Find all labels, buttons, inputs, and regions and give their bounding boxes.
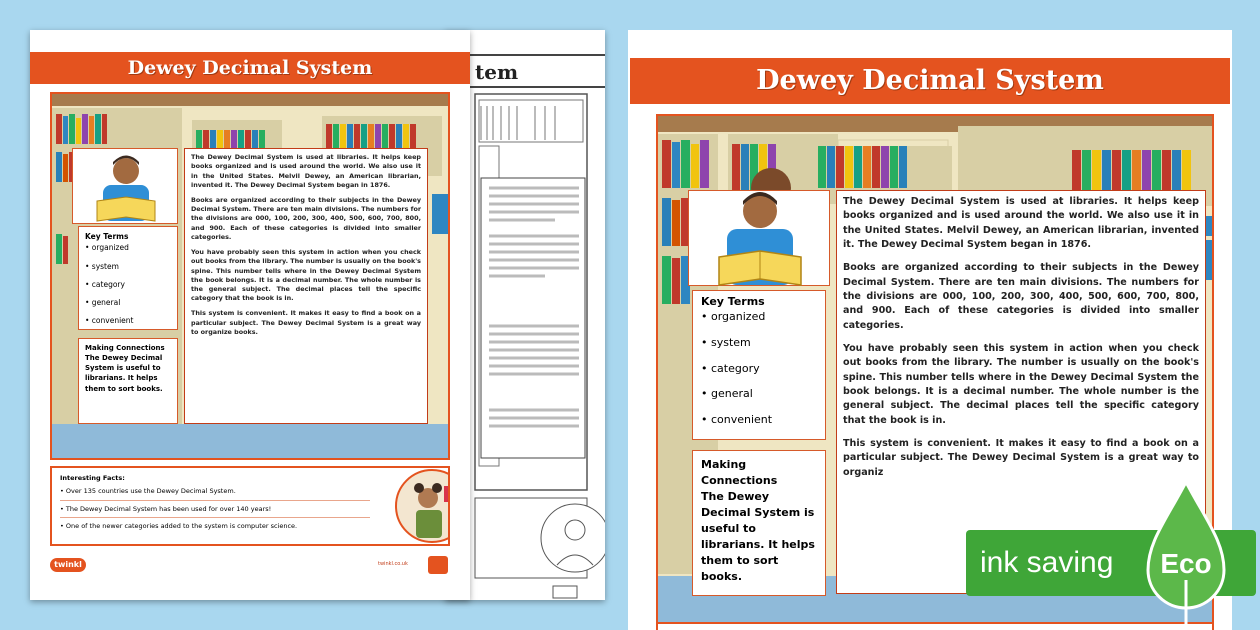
fact-item: • One of the newer categories added to the system is computer science. xyxy=(60,522,298,531)
making-connections-title: Making Connections xyxy=(701,458,778,487)
footer-url-left: twinkl.co.uk xyxy=(378,561,408,567)
key-terms-box-right xyxy=(692,290,826,440)
twinkl-logo-left: twinkl xyxy=(50,558,86,572)
key-term-item: • system xyxy=(701,335,751,349)
making-connections-title: Making Connections xyxy=(85,344,165,352)
key-term-item: • system xyxy=(85,261,119,271)
page-title-left: Dewey Decimal System xyxy=(127,57,373,79)
eco-label: Eco xyxy=(1160,548,1212,579)
key-term-item: • organized xyxy=(85,243,129,253)
facts-title: Interesting Facts: xyxy=(60,474,125,482)
key-term-item: • general xyxy=(701,387,753,401)
making-connections-box-right xyxy=(692,450,826,596)
facts-list xyxy=(60,483,370,534)
key-terms-title: Key Terms xyxy=(701,295,765,308)
fact-item: • Over 135 countries use the Dewey Decimal System. xyxy=(60,483,370,500)
boy-reading-portrait-right xyxy=(688,190,830,286)
worksheet-left xyxy=(30,30,470,600)
interesting-facts-box xyxy=(50,466,450,546)
fact-item: • The Dewey Decimal System has been used for over 140 years! xyxy=(60,501,370,518)
boy-reading-portrait-left xyxy=(72,148,178,224)
boy-reading-icon xyxy=(689,191,831,287)
paragraph-4: This system is convenient. It makes it easy to find a book on a particular subject. The Dewey Decimal System is a great way to organize books. xyxy=(191,309,421,337)
making-connections-box-left xyxy=(78,338,178,424)
boy-reading-icon xyxy=(73,149,179,225)
making-connections-text: The Dewey Decimal System is useful to librarians. It helps them to sort books. xyxy=(85,354,163,393)
paragraph-3: You have probably seen this system in action when you check out books from the library. The number is usually on the book's spine. This number tells where in the Dewey Decimal System the book belongs. It is a decimal number. The whole number is the general subject. The decimal places tell the specific category that the book is in. xyxy=(843,342,1199,426)
key-terms-title: Key Terms xyxy=(85,232,129,241)
paragraph-1: The Dewey Decimal System is used at libraries. It helps keep books organized and is used around the world. We also use it in the United States. Melvil Dewey, an American librarian, invented it. The Dewey Decimal System began in 1876. xyxy=(843,196,1199,251)
main-text-box-left xyxy=(184,148,428,424)
key-terms-box-left xyxy=(78,226,178,330)
key-term-item: • general xyxy=(85,298,121,307)
key-terms-list xyxy=(85,242,171,326)
footer-badge-icon xyxy=(428,556,448,574)
key-term-item: • organized xyxy=(701,309,766,323)
ink-saving-label: ink saving xyxy=(980,546,1114,579)
paragraph-2: Books are organized according to their subjects in the Dewey Decimal System. There are ten main divisions. The numbers for the divisions are 000, 100, 200, 300, 400, 500, 600, 700, 800, and 900. Each of these categories is divided into smaller categories. xyxy=(191,195,421,241)
key-term-item: • category xyxy=(85,279,125,289)
facts-box-edge-right xyxy=(656,622,1214,630)
key-term-item: • convenient xyxy=(85,316,134,326)
page-title-right: Dewey Decimal System xyxy=(756,65,1104,96)
paragraph-2: Books are organized according to their subjects in the Dewey Decimal System. There are ten main divisions. The numbers for the divisions are 000, 100, 200, 300, 400, 500, 600, 700, 800, and 900. Each of these categories is divided into smaller categories. xyxy=(843,262,1199,331)
key-term-item: • convenient xyxy=(701,413,773,427)
paragraph-3: You have probably seen this system in action when you check out books from the library. The number is usually on the book's spine. This number tells where in the Dewey Decimal System the book belongs. It is a decimal number. The whole number is the general subject. The decimal places tell the specific category that the book is in. xyxy=(191,248,421,303)
girl-with-book-illustration xyxy=(392,466,450,544)
making-connections-text: The Dewey Decimal System is useful to librarians. It helps them to sort books. xyxy=(701,489,815,583)
key-term-item: • category xyxy=(701,361,760,375)
back-title-fragment: tem xyxy=(475,60,519,84)
paragraph-4-partial: This system is convenient. It makes it easy to find a book on a particular subject. The Dewey Decimal System is a great way to organiz xyxy=(843,437,1199,478)
key-terms-list xyxy=(701,310,817,428)
paragraph-1: The Dewey Decimal System is used at libraries. It helps keep books organized and is used around the world. We also use it in the United States. Melvil Dewey, an American librarian, invented it. The Dewey Decimal System began in 1876. xyxy=(191,153,421,189)
title-banner-right xyxy=(630,58,1230,104)
title-banner-left xyxy=(30,52,470,84)
